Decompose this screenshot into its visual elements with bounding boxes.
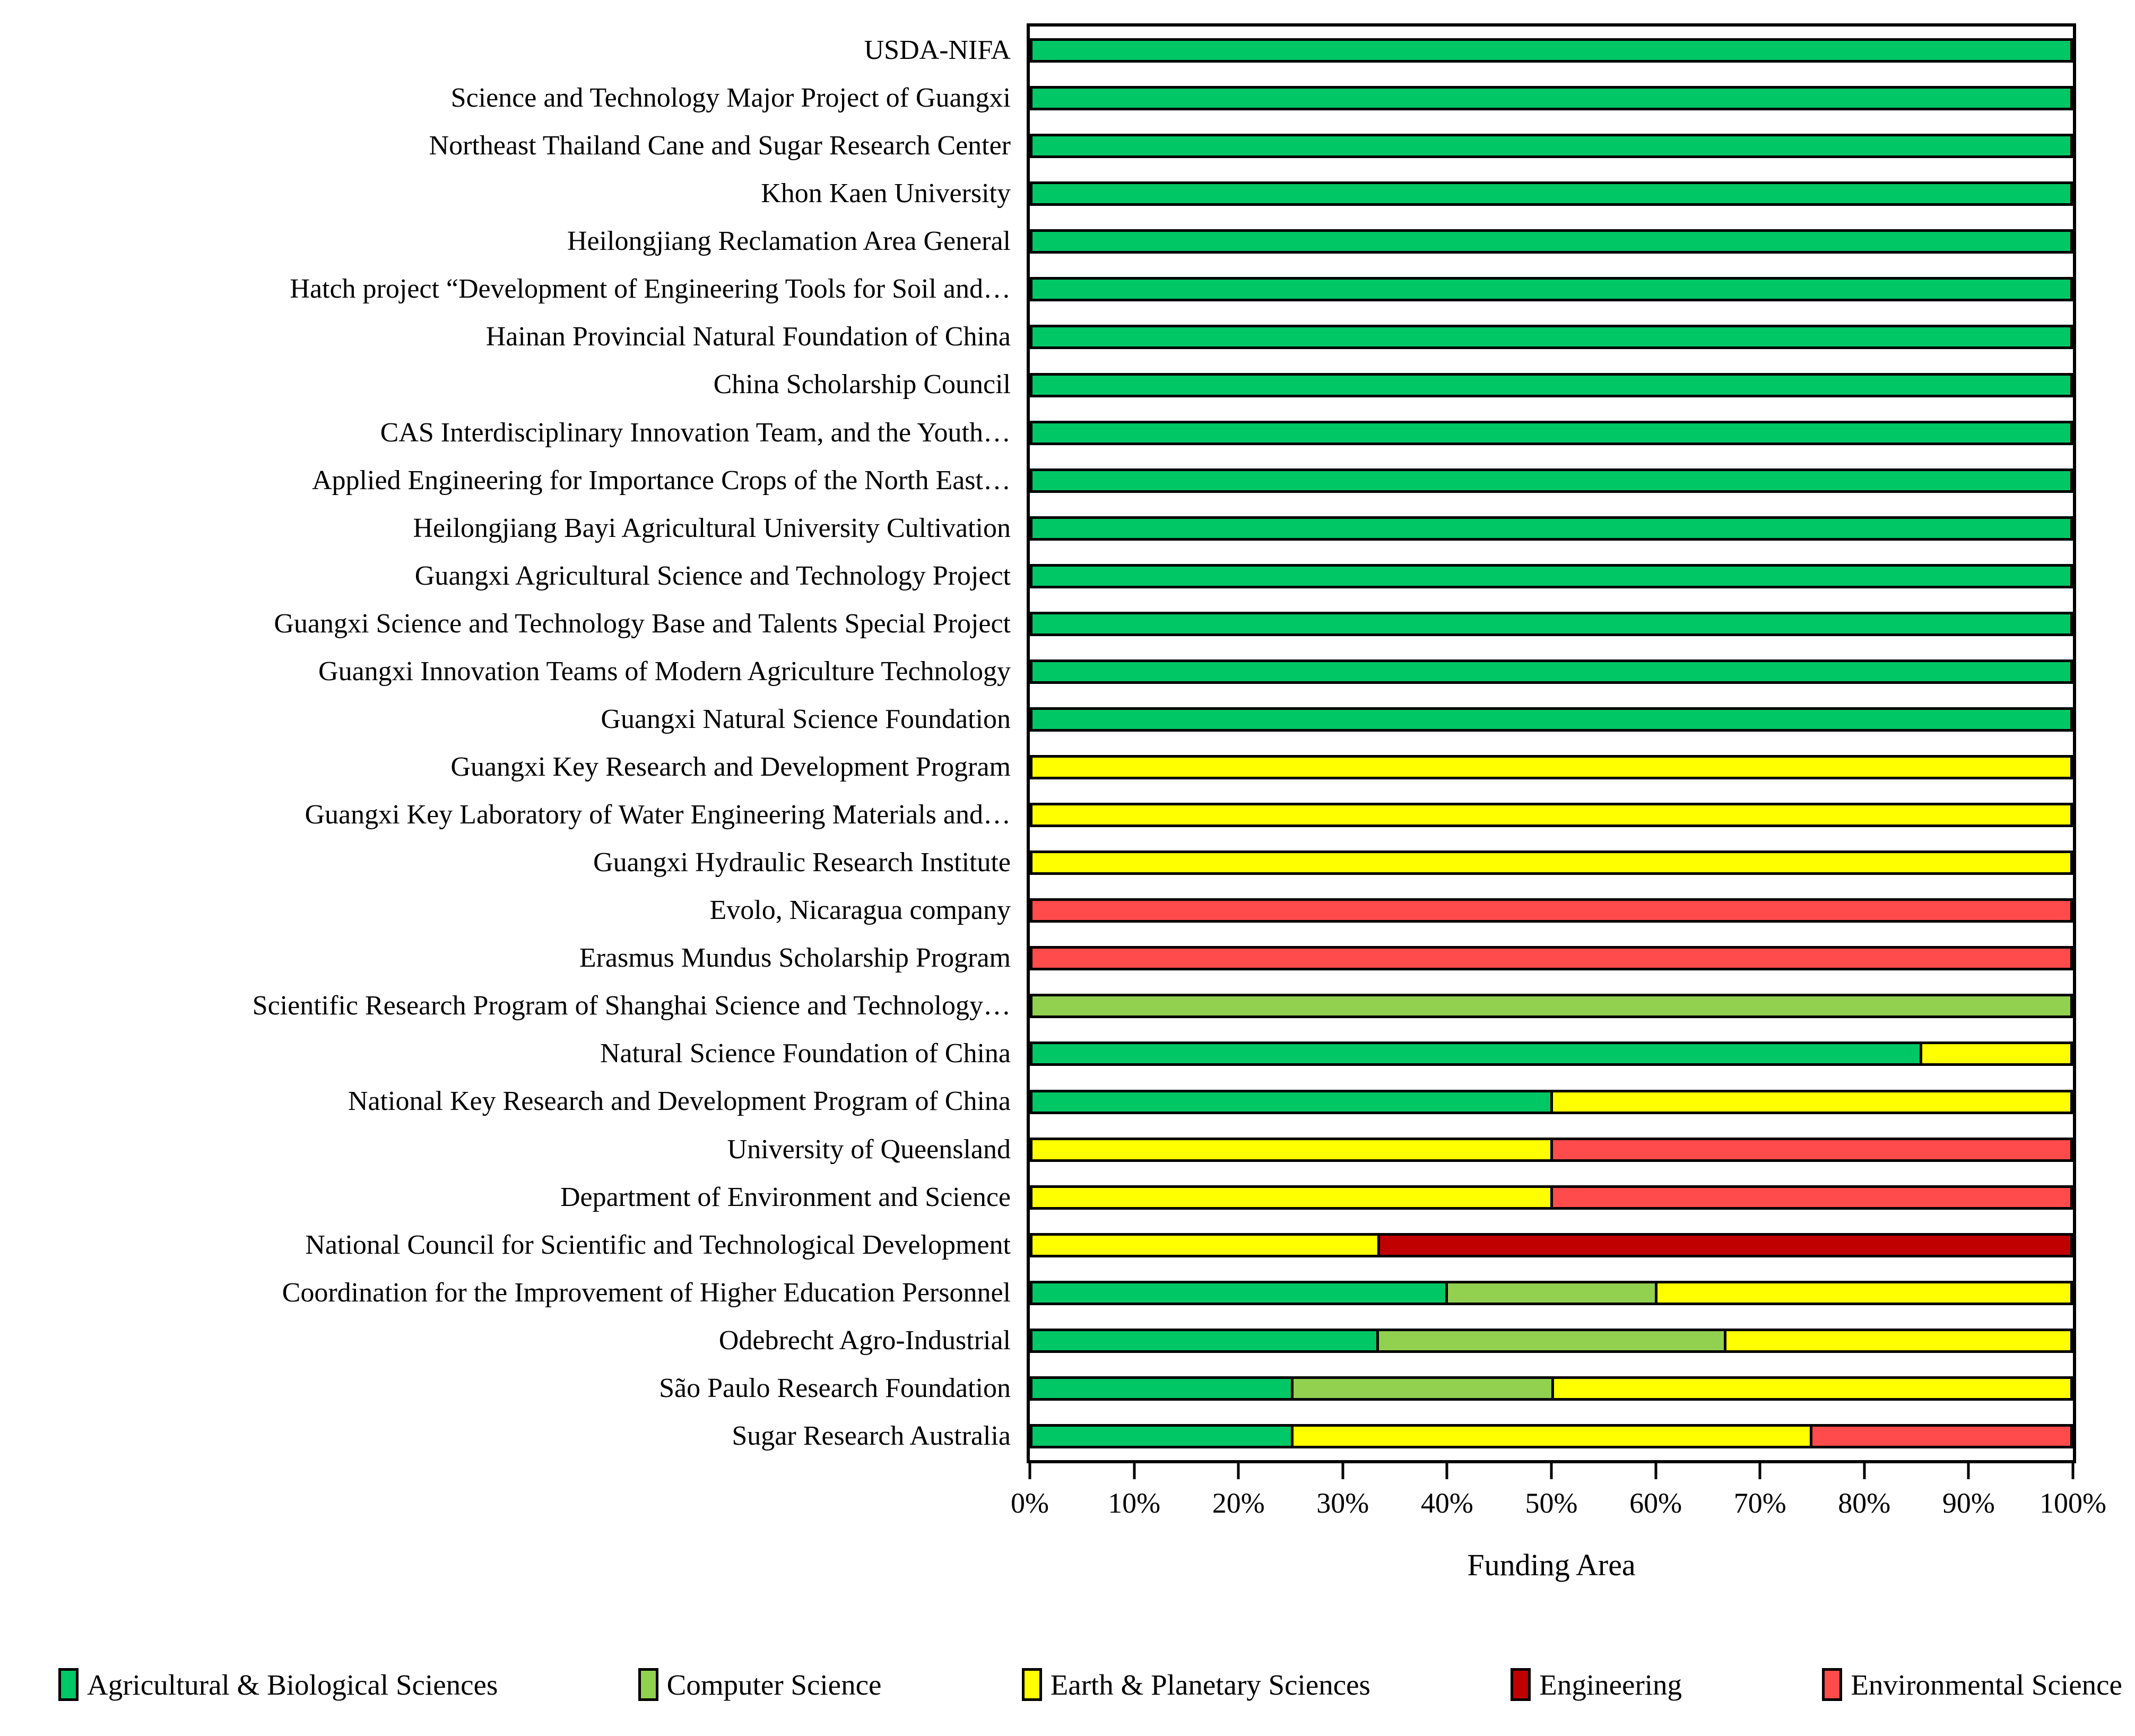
category-label: Guangxi Key Laboratory of Water Engineering Materials and… <box>305 800 1011 830</box>
x-axis-tick-label: 20% <box>1212 1487 1265 1519</box>
bar-row <box>1030 181 2073 206</box>
bar-row <box>1030 946 2073 970</box>
legend-item <box>1022 1668 1370 1702</box>
legend-swatch <box>1511 1668 1531 1701</box>
bar-row <box>1030 1138 2073 1162</box>
bar-segment <box>1655 1281 2073 1305</box>
bar-segment <box>1030 946 2073 970</box>
bar-segment <box>1030 898 2073 923</box>
bar-segment <box>1030 325 2073 349</box>
category-label: National Key Research and Development Program of China <box>348 1086 1011 1117</box>
bar-segment <box>1030 612 2073 636</box>
legend-swatch <box>58 1668 79 1701</box>
bar-segment <box>1724 1329 2073 1353</box>
bar-segment <box>1030 707 2073 732</box>
x-axis-tick <box>1654 1463 1657 1479</box>
legend-label: Computer Science <box>666 1668 882 1701</box>
category-label: Northeast Thailand Cane and Sugar Research Center <box>429 131 1011 161</box>
category-label: Khon Kaen University <box>761 178 1011 209</box>
bar-row <box>1030 659 2073 684</box>
x-axis-tick <box>1967 1463 1970 1479</box>
x-axis-tick <box>1133 1463 1135 1479</box>
legend-label: Earth & Planetary Sciences <box>1050 1668 1370 1701</box>
bar-row <box>1030 707 2073 732</box>
category-label: Sugar Research Australia <box>732 1420 1011 1451</box>
x-axis-tick-label: 0% <box>1011 1487 1049 1519</box>
bar-segment <box>1920 1041 2073 1066</box>
x-axis-tick-label: 100% <box>2039 1487 2106 1519</box>
category-label: São Paulo Research Foundation <box>659 1373 1011 1403</box>
x-axis-tick-label: 60% <box>1629 1487 1682 1519</box>
legend-swatch <box>1822 1668 1842 1701</box>
bar-segment <box>1030 38 2073 63</box>
x-axis-title: Funding Area <box>1467 1548 1636 1582</box>
bar-segment <box>1030 373 2073 397</box>
bar-segment <box>1030 229 2073 254</box>
category-label: Guangxi Innovation Teams of Modern Agriculture Technology <box>318 656 1011 687</box>
bar-row <box>1030 898 2073 923</box>
bar-segment <box>1030 1090 1553 1114</box>
category-axis <box>0 27 1011 1460</box>
bar-row <box>1030 134 2073 158</box>
bar-segment <box>1030 1281 1448 1305</box>
x-axis-tick <box>1446 1463 1448 1479</box>
x-axis-tick <box>1759 1463 1761 1479</box>
category-label: Natural Science Foundation of China <box>600 1038 1011 1069</box>
bar-segment <box>1551 1376 2073 1401</box>
legend-item <box>1822 1668 2122 1702</box>
category-label: Hainan Provincial Natural Foundation of China <box>485 322 1011 352</box>
category-label: Guangxi Key Research and Development Program <box>450 752 1011 782</box>
legend-label: Environmental Science <box>1851 1668 2122 1701</box>
bar-row <box>1030 325 2073 349</box>
bar-segment <box>1030 421 2073 445</box>
bar-segment <box>1030 1233 1380 1257</box>
bar-row <box>1030 850 2073 875</box>
bar-row <box>1030 1041 2073 1066</box>
bar-segment <box>1810 1424 2073 1448</box>
legend-item <box>638 1668 882 1702</box>
category-label: Applied Engineering for Importance Crops of the North East… <box>312 465 1011 496</box>
x-axis-tick-label: 70% <box>1733 1487 1786 1519</box>
category-label: Erasmus Mundus Scholarship Program <box>579 943 1011 974</box>
category-label: Guangxi Agricultural Science and Technology Project <box>414 560 1011 591</box>
bar-segment <box>1030 468 2073 493</box>
x-axis-tick-label: 10% <box>1108 1487 1161 1519</box>
bar-row <box>1030 1185 2073 1210</box>
x-axis-tick-label: 80% <box>1838 1487 1891 1519</box>
bar-segment <box>1030 564 2073 588</box>
bar-segment <box>1030 1376 1294 1401</box>
category-label: Evolo, Nicaragua company <box>709 895 1011 926</box>
bar-row <box>1030 803 2073 827</box>
x-axis-tick <box>2072 1463 2075 1479</box>
x-axis-tick <box>1863 1463 1865 1479</box>
category-label: University of Queensland <box>727 1134 1011 1165</box>
x-axis-tick-label: 30% <box>1316 1487 1369 1519</box>
bar-row <box>1030 755 2073 779</box>
category-label: Heilongjiang Bayi Agricultural University Cultivation <box>413 513 1011 543</box>
bar-row <box>1030 1233 2073 1257</box>
bar-segment <box>1291 1376 1555 1401</box>
legend-label: Engineering <box>1539 1668 1682 1701</box>
bar-row <box>1030 373 2073 397</box>
bar-row <box>1030 1376 2073 1401</box>
bar-row <box>1030 1329 2073 1353</box>
legend-label: Agricultural & Biological Sciences <box>87 1668 498 1701</box>
bar-segment <box>1030 755 2073 779</box>
category-label: CAS Interdisciplinary Innovation Team, and the Youth… <box>380 417 1011 448</box>
x-axis-tick-label: 90% <box>1942 1487 1995 1519</box>
bar-segment <box>1030 850 2073 875</box>
bar-segment <box>1030 277 2073 301</box>
bar-segment <box>1550 1185 2073 1210</box>
category-label: Guangxi Science and Technology Base and Talents Special Project <box>274 608 1011 639</box>
category-label: Science and Technology Major Project of Guangxi <box>450 83 1011 114</box>
legend-item <box>1511 1668 1682 1702</box>
bar-row <box>1030 86 2073 110</box>
category-label: USDA-NIFA <box>864 35 1011 65</box>
bar-segment <box>1030 134 2073 158</box>
legend-item <box>58 1668 498 1702</box>
bar-row <box>1030 468 2073 493</box>
x-axis-tick-label: 40% <box>1420 1487 1473 1519</box>
bar-row <box>1030 229 2073 254</box>
category-label: National Council for Scientific and Technological Development <box>305 1229 1011 1260</box>
bar-row <box>1030 1090 2073 1114</box>
bar-segment <box>1030 516 2073 541</box>
bar-segment <box>1030 659 2073 684</box>
bar-segment <box>1291 1424 1812 1448</box>
category-label: Guangxi Natural Science Foundation <box>601 704 1011 734</box>
bar-segment <box>1030 1185 1553 1210</box>
x-axis-tick <box>1341 1463 1344 1479</box>
category-label: Hatch project “Development of Engineering Tools for Soil and… <box>290 274 1011 305</box>
bar-segment <box>1550 1090 2073 1114</box>
bar-segment <box>1030 1329 1379 1353</box>
bar-row <box>1030 1281 2073 1305</box>
bars-layer <box>1030 27 2073 1460</box>
bar-row <box>1030 612 2073 636</box>
category-label: China Scholarship Council <box>713 369 1011 400</box>
bar-row <box>1030 1424 2073 1448</box>
category-label: Heilongjiang Reclamation Area General <box>567 226 1011 257</box>
x-axis-tick <box>1029 1463 1031 1479</box>
bar-segment <box>1030 1138 1553 1162</box>
category-label: Department of Environment and Science <box>560 1182 1011 1212</box>
legend <box>58 1661 2122 1708</box>
legend-swatch <box>638 1668 658 1701</box>
bar-segment <box>1030 1424 1294 1448</box>
x-axis-tick <box>1237 1463 1240 1479</box>
bar-segment <box>1030 1041 1922 1066</box>
bar-row <box>1030 994 2073 1018</box>
legend-swatch <box>1022 1668 1042 1701</box>
bar-segment <box>1445 1281 1657 1305</box>
bar-segment <box>1376 1329 1726 1353</box>
bar-row <box>1030 277 2073 301</box>
x-axis-tick-label: 50% <box>1525 1487 1578 1519</box>
category-label: Guangxi Hydraulic Research Institute <box>593 847 1011 878</box>
bar-row <box>1030 421 2073 445</box>
category-label: Scientific Research Program of Shanghai Science and Technology… <box>252 991 1011 1021</box>
bar-segment <box>1030 86 2073 110</box>
bar-row <box>1030 38 2073 63</box>
bar-segment <box>1550 1138 2073 1162</box>
bar-segment <box>1030 994 2073 1018</box>
x-axis-tick <box>1550 1463 1553 1479</box>
bar-row <box>1030 564 2073 588</box>
category-label: Coordination for the Improvement of Higher Education Personnel <box>282 1277 1011 1308</box>
bar-row <box>1030 516 2073 541</box>
category-label: Odebrecht Agro-Industrial <box>718 1325 1011 1356</box>
bar-segment <box>1030 803 2073 827</box>
bar-segment <box>1030 181 2073 206</box>
bar-segment <box>1377 1233 2073 1257</box>
